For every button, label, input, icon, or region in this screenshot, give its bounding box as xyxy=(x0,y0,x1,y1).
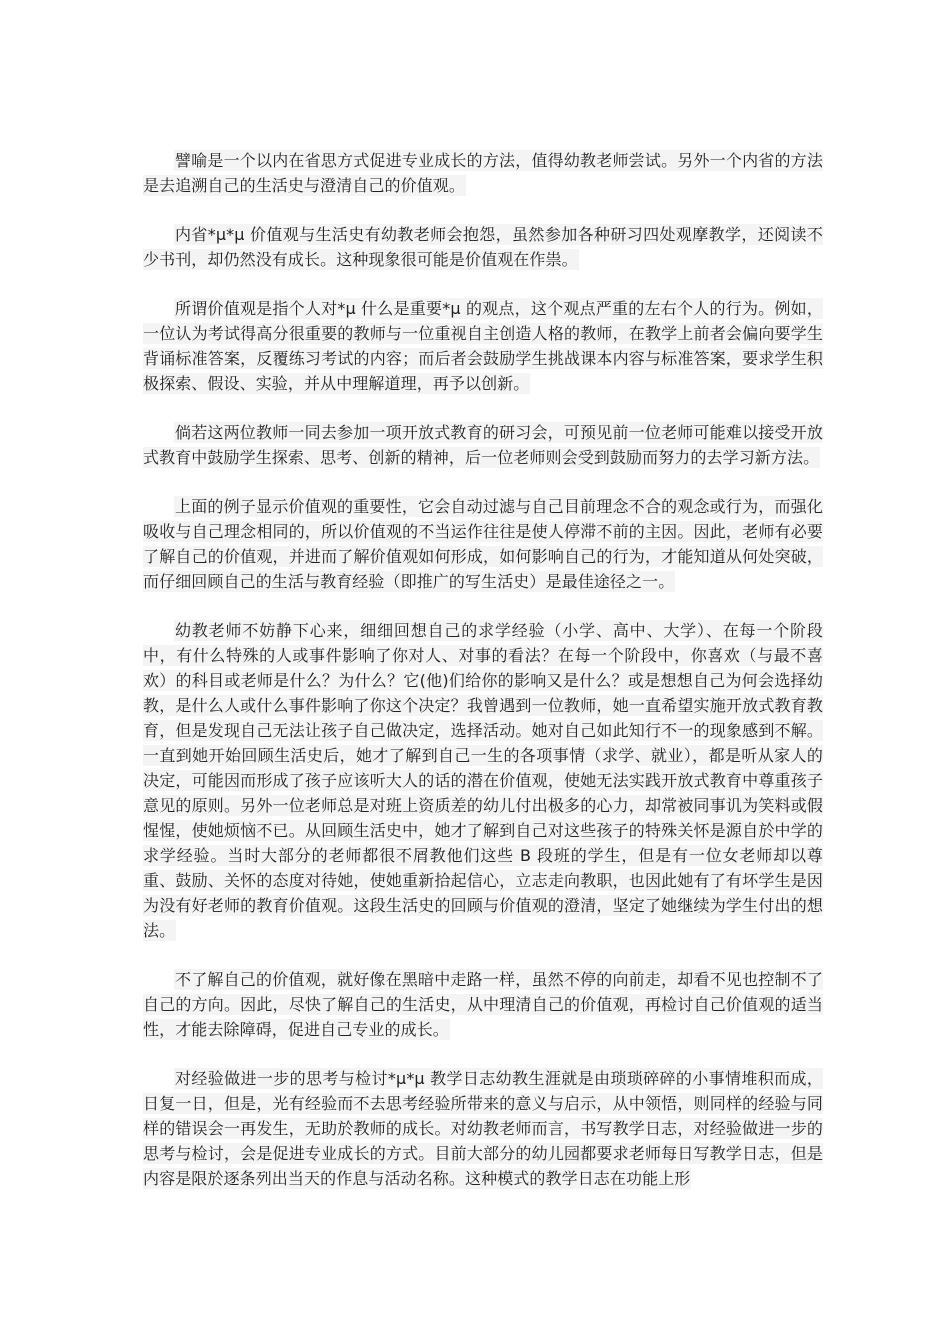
paragraph-text: 上面的例子显示价值观的重要性，它会自动过滤与自己目前理念不合的观念或行为，而强化吸收与自己理念相同的，所以价值观的不当运作往往是使人停滞不前的主因。因此，老师有必要了解自己的价值观，并进而了解价值观如何形成，如何影响自己的行为，才能知道从何处突破，而仔细回顾自己的生活与教育经验（即推广的写生活史）是最佳途径之一。 xyxy=(143,497,823,591)
paragraph-text: 倘若这两位教师一同去参加一项开放式教育的研习会，可预见前一位老师可能难以接受开放式教育中鼓励学生探索、思考、创新的精神，后一位老师则会受到鼓励而努力的去学习新方法。 xyxy=(143,423,823,467)
paragraph-teaching-journal xyxy=(143,1066,823,1191)
paragraph-text: 幼教老师不妨静下心来，细细回想自己的求学经验（小学、高中、大学）、在每一个阶段中，有什么特殊的人或事件影响了你对人、对事的看法？在每一个阶段中，你喜欢（与最不喜欢）的科目或老师是什么？为什么？它(他)们给你的影响又是什么？或是想想自己为何会选择幼教，是什么人或什么事件影响了你这个决定？我曾遇到一位教师，她一直希望实施开放式教育教育，但是发现自己无法让孩子自己做决定，选择活动。她对自己如此知行不一的现象感到不解。一直到她开始回顾生活史后，她才了解到自己一生的各项事情（求学、就业），都是听从家人的决定，可能因而形成了孩子应该听大人的话的潜在价值观，使她无法实践开放式教育中尊重孩子意见的原则。另外一位老师总是对班上资质差的幼儿付出极多的心力，却常被同事讥为笑料或假惺惺，使她烦恼不已。从回顾生活史中，她才了解到自己对这些孩子的特殊关怀是源自於中学的求学经验。当时大部分的老师都很不屑教他们这些 B 段班的学生，但是有一位女老师却以尊重、鼓励、关怀的态度对待她，使她重新拾起信心，立志走向教职，也因此她有了有坏学生是因为没有好老师的教育价值观。这段生活史的回顾与价值观的澄清，坚定了她继续为学生付出的想法。 xyxy=(143,621,823,940)
paragraph-text: 对经验做进一步的思考与检讨*μ*μ 教学日志幼教生涯就是由琐琐碎碎的小事情堆积而成，日复一日，但是，光有经验而不去思考经验所带来的意义与启示，从中领悟，则同样的经验与同样的错误会一再发生，无助於教师的成长。对幼教老师而言，书写教学日志，对经验做进一步的思考与检讨，会是促进专业成长的方式。目前大部分的幼儿园都要求老师每日写教学日志，但是内容是限於逐条列出当天的作息与活动名称。这种模式的教学日志在功能上形 xyxy=(143,1069,823,1188)
paragraph-text: 譬喻是一个以内在省思方式促进专业成长的方法，值得幼教老师尝试。另外一个内省的方法是去追溯自己的生活史与澄清自己的价值观。 xyxy=(143,151,823,195)
paragraph-values-importance xyxy=(143,494,823,594)
paragraph-text: 不了解自己的价值观，就好像在黑暗中走路一样，虽然不停的向前走，却看不见也控制不了自己的方向。因此，尽快了解自己的生活史，从中理清自己的价值观，再检讨自己价值观的适当性，才能去除障碍，促进自己专业的成长。 xyxy=(143,970,823,1039)
paragraph-metaphor xyxy=(143,148,823,198)
paragraph-values-definition xyxy=(143,296,823,396)
paragraph-two-teachers xyxy=(143,420,823,470)
paragraph-text: 内省*μ*μ 价值观与生活史有幼教老师会抱怨，虽然参加各种研习四处观摩教学，还阅读不少书刊，却仍然没有成长。这种现象很可能是价值观在作祟。 xyxy=(143,225,823,269)
document-page xyxy=(143,148,823,1215)
paragraph-life-history xyxy=(143,618,823,943)
paragraph-values-intro xyxy=(143,222,823,272)
paragraph-darkness xyxy=(143,967,823,1042)
paragraph-text: 所谓价值观是指个人对*μ 什么是重要*μ 的观点，这个观点严重的左右个人的行为。例如，一位认为考试得高分很重要的教师与一位重视自主创造人格的教师，在教学上前者会偏向要学生背诵标准答案，反覆练习考试的内容；而后者会鼓励学生挑战课本内容与标准答案，要求学生积极探索、假设、实验，并从中理解道理，再予以创新。 xyxy=(143,299,823,393)
